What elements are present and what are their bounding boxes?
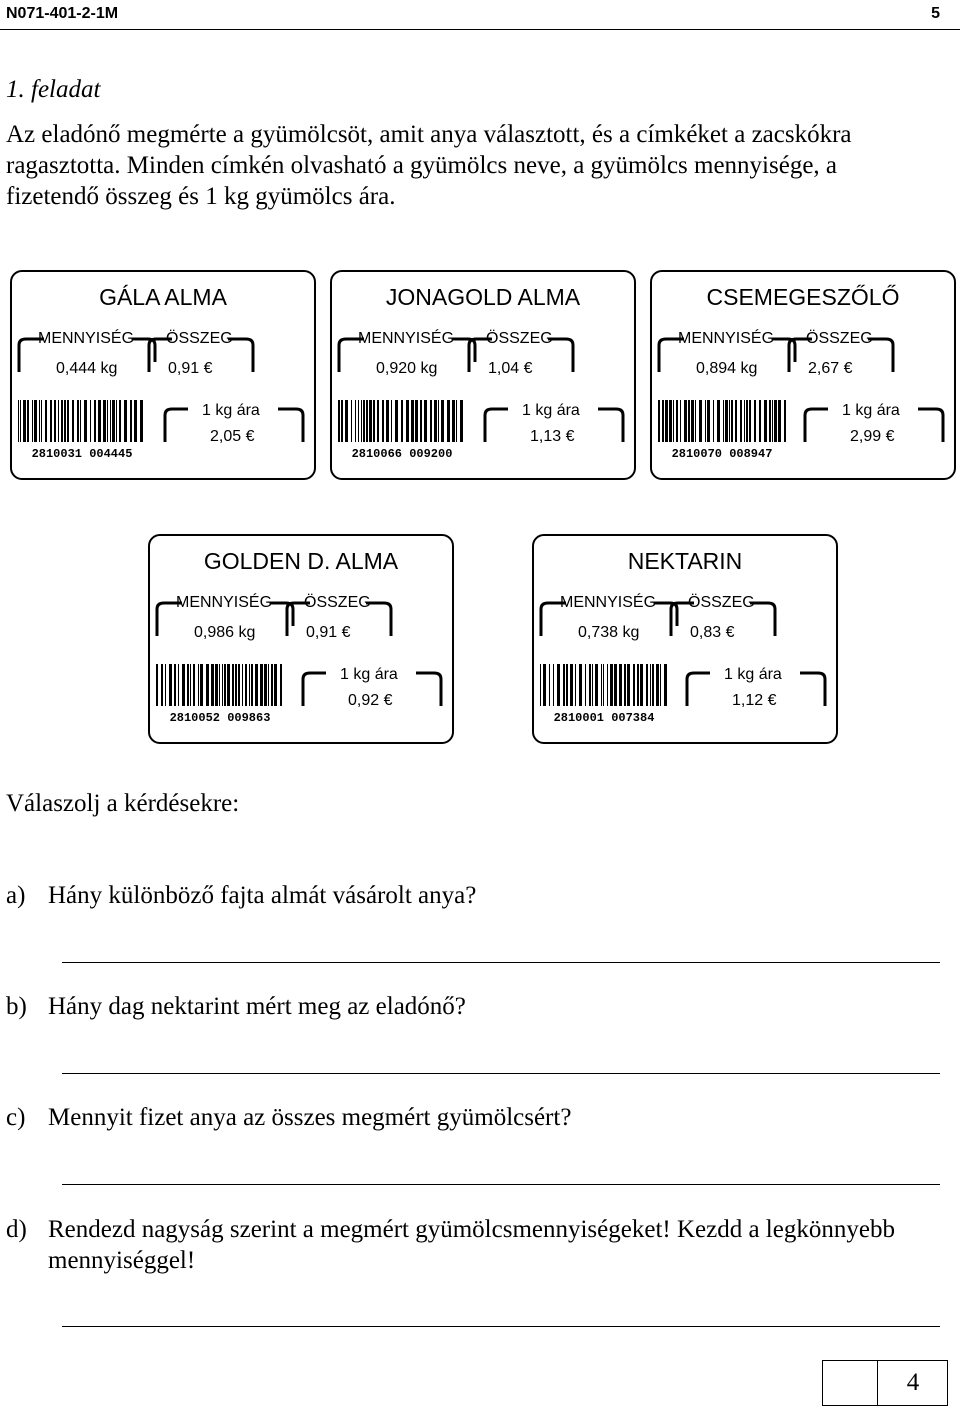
- quantity-value: 0,894 kg: [696, 360, 758, 377]
- barcode-bar: [219, 664, 220, 706]
- barcode-bar: [778, 400, 781, 442]
- barcode-bar: [222, 664, 223, 706]
- barcode-bar: [245, 664, 247, 706]
- barcode-bar: [601, 664, 602, 706]
- barcode-bar: [420, 400, 422, 442]
- question-letter: d): [6, 1216, 27, 1243]
- total-value: 0,83 €: [690, 624, 735, 641]
- unit-price-caption: 1 kg ára: [340, 666, 398, 683]
- quantity-caption: MENNYISÉG: [358, 330, 455, 347]
- unit-price-value: 1,13 €: [530, 428, 575, 445]
- barcode-bar: [232, 664, 234, 706]
- barcode-bar: [746, 400, 748, 442]
- barcode-bar: [401, 400, 403, 442]
- barcode-bar: [193, 664, 195, 706]
- barcode-bar: [377, 400, 379, 442]
- barcode-bar: [84, 400, 87, 442]
- barcode: [154, 664, 286, 724]
- barcode-bar: [242, 664, 243, 706]
- barcode-bar: [165, 664, 166, 706]
- barcode-bar: [441, 400, 444, 442]
- barcode-bar: [45, 400, 47, 442]
- barcode-bar: [673, 400, 674, 442]
- barcode-bar: [395, 400, 398, 442]
- page-header: [0, 0, 960, 30]
- barcode-bar: [23, 400, 26, 442]
- barcode-bar: [134, 400, 137, 442]
- barcode: [16, 400, 148, 460]
- barcode-bar: [717, 400, 720, 442]
- barcode-bar: [563, 664, 565, 706]
- barcode-bar: [699, 400, 702, 442]
- barcode-bar: [570, 664, 573, 706]
- barcode-number: 2810001 007384: [553, 711, 655, 724]
- barcode-bar: [637, 664, 639, 706]
- page-number: 5: [931, 5, 940, 22]
- barcode-bar: [211, 664, 214, 706]
- barcode-bar: [351, 400, 352, 442]
- barcode-bar: [187, 664, 189, 706]
- barcode-bar: [200, 664, 203, 706]
- max-score: 4: [906, 1369, 920, 1396]
- task-title: 1. feladat: [6, 76, 101, 103]
- barcode-bar: [646, 664, 648, 706]
- barcode: [656, 400, 788, 460]
- bracket-right-price: [278, 408, 304, 442]
- barcode-bar: [424, 400, 427, 442]
- fruit-name: JONAGOLD ALMA: [385, 284, 581, 310]
- barcode-bar: [268, 664, 269, 706]
- barcode-bar: [215, 664, 218, 706]
- barcode: [538, 664, 670, 724]
- quantity-value: 0,920 kg: [376, 360, 438, 377]
- quantity-caption: MENNYISÉG: [678, 330, 775, 347]
- barcode-bar: [729, 400, 730, 442]
- barcode-bar: [749, 400, 751, 442]
- bracket-right-price: [918, 408, 944, 442]
- barcode-bar: [64, 400, 66, 442]
- barcode-bar: [61, 400, 63, 442]
- barcode-bar: [592, 664, 593, 706]
- barcode-bar: [447, 400, 450, 442]
- barcode-number: 2810052 009863: [169, 711, 271, 724]
- barcode-bar: [255, 664, 258, 706]
- barcode-bar: [695, 400, 696, 442]
- barcode-bar: [50, 400, 52, 442]
- barcode-bar: [640, 664, 643, 706]
- barcode-bar: [107, 400, 108, 442]
- barcode-bar: [178, 664, 179, 706]
- total-caption: ÖSSZEG: [806, 330, 873, 347]
- barcode-bar: [190, 664, 191, 706]
- barcode-bar: [41, 400, 42, 442]
- barcode-bar: [735, 400, 737, 442]
- barcode-bar: [119, 400, 121, 442]
- barcode-number: 2810066 009200: [351, 447, 453, 460]
- barcode-bar: [607, 664, 608, 706]
- barcode-bar: [363, 400, 365, 442]
- barcode-bar: [94, 400, 96, 442]
- bracket-right-price: [598, 408, 624, 442]
- barcode-bar: [549, 664, 550, 706]
- barcode-bar: [20, 400, 21, 442]
- barcode-bar: [624, 664, 626, 706]
- quantity-value: 0,986 kg: [194, 624, 256, 641]
- question-text: Hány dag nektarint mért meg az eladónő?: [48, 993, 466, 1020]
- total-value: 0,91 €: [306, 624, 351, 641]
- barcode-bar: [103, 400, 106, 442]
- price-label-3: [650, 270, 956, 480]
- bracket-right-price: [800, 672, 826, 706]
- barcode-bar: [543, 664, 546, 706]
- barcode-bar: [784, 400, 786, 442]
- barcode-bar: [456, 400, 457, 442]
- barcode-bar: [633, 664, 635, 706]
- total-value: 1,04 €: [488, 360, 533, 377]
- score-box: [822, 1360, 948, 1406]
- barcode-bar: [67, 400, 69, 442]
- barcode-bar: [740, 400, 742, 442]
- total-caption: ÖSSZEG: [166, 330, 233, 347]
- barcode-bar: [660, 664, 661, 706]
- questions-prompt: Válaszolj a kérdésekre:: [6, 790, 240, 817]
- barcode: [336, 400, 468, 460]
- barcode-bar: [557, 664, 560, 706]
- barcode-bar: [669, 400, 672, 442]
- question-letter: c): [6, 1104, 26, 1131]
- barcode-bar: [540, 664, 541, 706]
- barcode-bar: [174, 664, 176, 706]
- total-caption: ÖSSZEG: [304, 594, 371, 611]
- barcode-bar: [264, 664, 267, 706]
- exam-code: N071-401-2-1M: [6, 5, 119, 22]
- barcode-bar: [34, 400, 37, 442]
- bracket-left-price: [804, 408, 828, 442]
- barcode-bar: [754, 400, 756, 442]
- barcode-bar: [27, 400, 29, 442]
- barcode-bar: [224, 664, 226, 706]
- barcode-bar: [169, 664, 172, 706]
- barcode-bar: [725, 400, 728, 442]
- barcode-bar: [705, 400, 706, 442]
- barcode-bar: [18, 400, 19, 442]
- barcode-bar: [140, 400, 143, 442]
- barcode-bar: [627, 664, 630, 706]
- barcode-bar: [589, 664, 591, 706]
- barcode-bar: [614, 664, 617, 706]
- barcode-bar: [198, 664, 199, 706]
- price-label-1: [10, 270, 316, 480]
- barcode-bar: [280, 664, 282, 706]
- barcode-bar: [430, 400, 432, 442]
- bracket-left-price: [484, 408, 508, 442]
- barcode-bar: [124, 400, 127, 442]
- barcode-bar: [386, 400, 389, 442]
- barcode-bar: [227, 664, 230, 706]
- barcode-bar: [772, 400, 773, 442]
- barcode-bar: [595, 664, 598, 706]
- barcode-bar: [664, 664, 667, 706]
- barcode-bar: [665, 400, 668, 442]
- answer-line-a[interactable]: [62, 962, 940, 963]
- barcode-bar: [39, 400, 40, 442]
- barcode-bar: [249, 664, 250, 706]
- barcode-bar: [391, 400, 392, 442]
- barcode-bar: [662, 400, 664, 442]
- barcode-bar: [585, 664, 586, 706]
- barcode-bar: [434, 400, 437, 442]
- barcode-number: 2810031 004445: [31, 447, 133, 460]
- question-text: Hány különböző fajta almát vásárolt anya?: [48, 882, 477, 909]
- barcode-bar: [759, 400, 761, 442]
- barcode-bar: [656, 664, 659, 706]
- barcode-bar: [382, 400, 384, 442]
- barcode-bar: [32, 400, 33, 442]
- total-caption: ÖSSZEG: [688, 594, 755, 611]
- unit-price-caption: 1 kg ára: [842, 402, 900, 419]
- quantity-caption: MENNYISÉG: [176, 594, 273, 611]
- unit-price-value: 1,12 €: [732, 692, 777, 709]
- score-divider: [877, 1361, 878, 1405]
- barcode-bar: [130, 400, 132, 442]
- bracket-left-price: [302, 672, 326, 706]
- barcode-bar: [355, 400, 356, 442]
- barcode-bar: [58, 400, 59, 442]
- barcode-bar: [373, 400, 375, 442]
- barcode-bar: [684, 400, 687, 442]
- barcode-bar: [713, 400, 714, 442]
- barcode-bar: [452, 400, 455, 442]
- barcode-bar: [369, 400, 372, 442]
- barcode-bar: [80, 400, 81, 442]
- barcode-bar: [744, 400, 745, 442]
- price-label-4: [148, 534, 454, 744]
- barcode-bar: [156, 664, 158, 706]
- barcode-bar: [619, 664, 622, 706]
- barcode-bar: [366, 400, 368, 442]
- barcode-number: 2810070 008947: [671, 447, 773, 460]
- fruit-name: CSEMEGESZŐLŐ: [706, 284, 900, 310]
- barcode-bar: [723, 400, 724, 442]
- barcode-bar: [769, 400, 771, 442]
- question-letter: a): [6, 882, 26, 909]
- barcode-bar: [603, 664, 604, 706]
- answer-line-c[interactable]: [62, 1184, 940, 1185]
- unit-price-value: 0,92 €: [348, 692, 393, 709]
- barcode-bar: [77, 400, 79, 442]
- fruit-name: NEKTARIN: [627, 548, 743, 574]
- barcode-bar: [610, 664, 613, 706]
- fruit-name: GÁLA ALMA: [99, 284, 227, 310]
- barcode-bar: [251, 664, 253, 706]
- total-value: 0,91 €: [168, 360, 213, 377]
- quantity-caption: MENNYISÉG: [560, 594, 657, 611]
- unit-price-value: 2,05 €: [210, 428, 255, 445]
- unit-price-value: 2,99 €: [850, 428, 895, 445]
- answer-line-d[interactable]: [62, 1326, 940, 1327]
- barcode-bar: [566, 664, 568, 706]
- barcode-bar: [90, 400, 91, 442]
- quantity-caption: MENNYISÉG: [38, 330, 135, 347]
- barcode-bar: [460, 400, 463, 442]
- barcode-bar: [238, 664, 240, 706]
- price-label-2: [330, 270, 636, 480]
- barcode-bar: [110, 400, 111, 442]
- barcode-bar: [161, 664, 163, 706]
- barcode-bar: [260, 664, 263, 706]
- barcode-bar: [415, 400, 418, 442]
- barcode-bar: [206, 664, 209, 706]
- barcode-bar: [731, 400, 733, 442]
- barcode-bar: [341, 400, 343, 442]
- quantity-value: 0,444 kg: [56, 360, 118, 377]
- barcode-bar: [411, 400, 414, 442]
- barcode-bar: [438, 400, 439, 442]
- barcode-bar: [361, 400, 362, 442]
- bracket-right-price: [416, 672, 442, 706]
- barcode-bar: [182, 664, 185, 706]
- barcode-bar: [676, 400, 678, 442]
- barcode-bar: [680, 400, 681, 442]
- barcode-bar: [345, 400, 348, 442]
- barcode-bar: [271, 664, 273, 706]
- total-caption: ÖSSZEG: [486, 330, 553, 347]
- barcode-bar: [358, 400, 359, 442]
- total-value: 2,67 €: [808, 360, 853, 377]
- task-intro: Az eladónő megmérte a gyümölcsöt, amit anya választott, és a címkéket a zacskókra ragasztotta. Minden címkén olvasható a gyümölcs neve, a gyümölcs mennyisége, a fizetendő összeg és 1 kg gyümölcs ára.: [6, 121, 852, 210]
- barcode-bar: [406, 400, 409, 442]
- quantity-value: 0,738 kg: [578, 624, 640, 641]
- question-letter: b): [6, 993, 27, 1020]
- barcode-bar: [688, 400, 690, 442]
- barcode-bar: [338, 400, 340, 442]
- barcode-bar: [579, 664, 582, 706]
- unit-price-caption: 1 kg ára: [522, 402, 580, 419]
- barcode-bar: [98, 400, 101, 442]
- barcode-bar: [116, 400, 117, 442]
- barcode-bar: [575, 664, 576, 706]
- barcode-bar: [54, 400, 56, 442]
- barcode-bar: [707, 400, 710, 442]
- unit-price-caption: 1 kg ára: [724, 666, 782, 683]
- barcode-bar: [235, 664, 237, 706]
- barcode-bar: [774, 400, 777, 442]
- barcode-bar: [764, 400, 767, 442]
- barcode-bar: [274, 664, 277, 706]
- fruit-name: GOLDEN D. ALMA: [203, 548, 399, 574]
- question-text: Mennyit fizet anya az összes megmért gyümölcsért?: [48, 1104, 572, 1131]
- bracket-left-price: [164, 408, 188, 442]
- barcode-bar: [112, 400, 115, 442]
- bracket-left-price: [686, 672, 710, 706]
- question-text: Rendezd nagyság szerint a megmért gyümölcsmennyiségeket! Kezdd a legkönnyebb mennyiséggel!: [48, 1216, 895, 1274]
- barcode-bar: [658, 400, 660, 442]
- barcode-bar: [652, 664, 654, 706]
- barcode-bar: [650, 664, 651, 706]
- unit-price-caption: 1 kg ára: [202, 402, 260, 419]
- barcode-bar: [553, 664, 554, 706]
- barcode-bar: [72, 400, 74, 442]
- barcode-bar: [691, 400, 694, 442]
- price-label-5: [532, 534, 838, 744]
- answer-line-b[interactable]: [62, 1073, 940, 1074]
